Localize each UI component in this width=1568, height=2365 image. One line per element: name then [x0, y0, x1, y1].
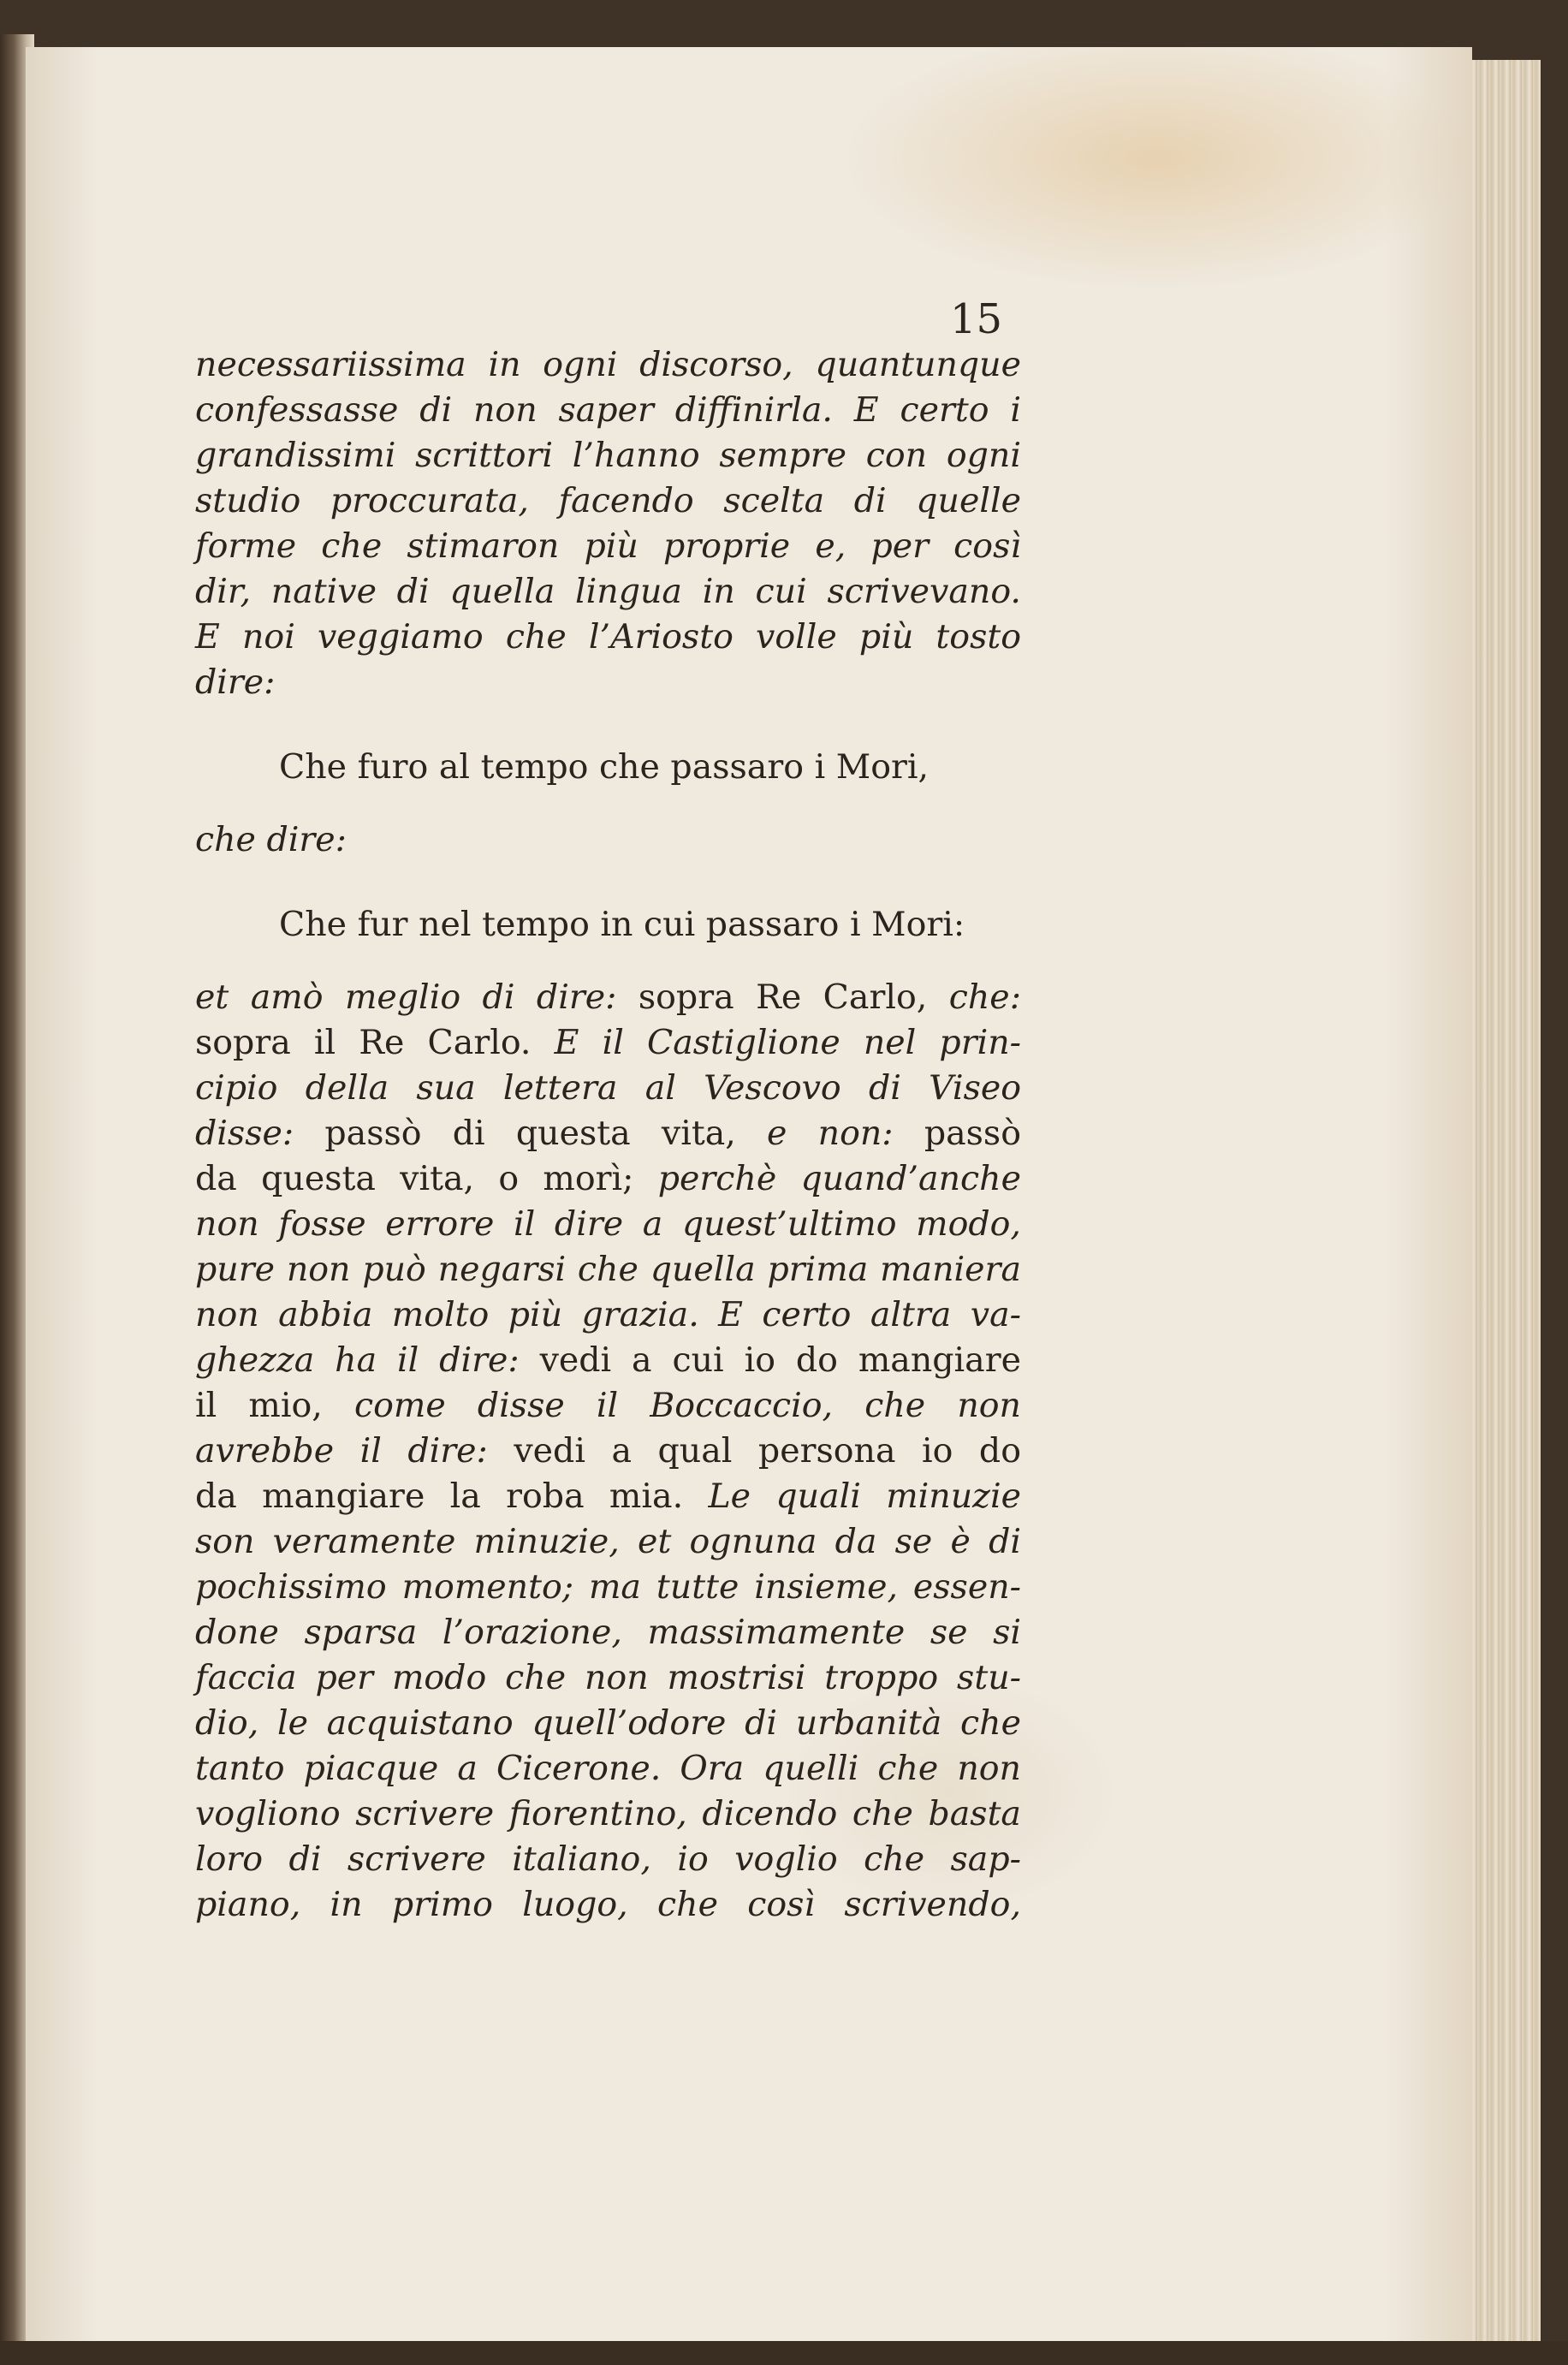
- italic-text: non abbia molto più grazia. E certo altra va-: [195, 1295, 1021, 1334]
- roman-text: vedi a cui io do mangiare: [539, 1340, 1021, 1380]
- text-line: [195, 1202, 1021, 1247]
- italic-text: e non:: [767, 1114, 924, 1153]
- italic-text: disse:: [195, 1114, 325, 1153]
- scan-background: [0, 2341, 1568, 2365]
- text-line: [195, 1429, 1021, 1474]
- text-line: [195, 1655, 1021, 1701]
- text-line: [195, 615, 1021, 660]
- italic-text: necessariissima in ogni discorso, quantunque: [195, 345, 1021, 384]
- roman-text: sopra Re Carlo,: [638, 977, 949, 1017]
- italic-text: E noi veggiamo che l’Ariosto volle più tosto: [195, 617, 1021, 657]
- italic-text: forme che stimaron più proprie e, per così: [195, 526, 1021, 566]
- text-line: [195, 342, 1021, 388]
- italic-text: Le quali minuzie: [708, 1477, 1021, 1516]
- italic-text: ghezza ha il dire:: [195, 1340, 540, 1380]
- italic-text: son veramente minuzie, et ognuna da se è di: [195, 1522, 1021, 1561]
- verse-quotation: Che furo al tempo che passaro i Mori,: [279, 747, 930, 787]
- text-line: [195, 478, 1021, 524]
- text-line: [195, 1882, 1021, 1928]
- italic-text: dire:: [195, 663, 276, 702]
- text-line: [195, 524, 1021, 569]
- text-line: [195, 1701, 1021, 1746]
- roman-text: passò: [924, 1114, 1021, 1153]
- italic-text: grandissimi scrittori l’hanno sempre con ogni: [195, 436, 1021, 475]
- italic-text: cipio della sua lettera al Vescovo di Viseo: [195, 1068, 1021, 1108]
- text-line: [195, 660, 1021, 705]
- text-line: [195, 1111, 1021, 1156]
- text-line: [195, 569, 1021, 615]
- italic-text: avrebbe il dire:: [195, 1431, 514, 1471]
- roman-text: da mangiare la roba mia.: [195, 1477, 709, 1516]
- roman-text: sopra il Re Carlo.: [195, 1023, 555, 1062]
- text-line: [195, 1746, 1021, 1792]
- italic-text: tanto piacque a Cicerone. Ora quelli che non: [195, 1749, 1021, 1788]
- italic-text: pure non può negarsi che quella prima maniera: [195, 1250, 1021, 1289]
- roman-text: passò di questa vita,: [324, 1114, 768, 1153]
- italic-text: che:: [948, 977, 1021, 1017]
- italic-text: faccia per modo che non mostrisi troppo stu-: [195, 1658, 1021, 1697]
- text-line: [195, 1792, 1021, 1837]
- verse-spacing: [195, 790, 1021, 817]
- italic-text: vogliono scrivere fiorentino, dicendo che basta: [195, 1794, 1021, 1833]
- text-line: [195, 1519, 1021, 1565]
- text-line: [195, 1474, 1021, 1519]
- text-line: [195, 388, 1021, 433]
- verse-spacing: [195, 948, 1021, 975]
- text-line: [195, 975, 1021, 1020]
- text-line: [195, 1247, 1021, 1292]
- text-line: [195, 1156, 1021, 1202]
- italic-text: loro di scrivere italiano, io voglio che sap-: [195, 1839, 1021, 1879]
- italic-text: done sparsa l’orazione, massimamente se si: [195, 1613, 1021, 1652]
- italic-text: come disse il Boccaccio, che non: [354, 1386, 1021, 1425]
- text-line: [195, 1292, 1021, 1338]
- italic-text: che dire:: [195, 820, 347, 859]
- text-line: [195, 433, 1021, 478]
- italic-text: non fosse errore il dire a quest’ultimo modo,: [195, 1204, 1021, 1244]
- italic-text: dir, native di quella lingua in cui scrivevano.: [195, 572, 1021, 611]
- italic-text: studio proccurata, facendo scelta di quelle: [195, 481, 1021, 520]
- italic-text: pochissimo momento; ma tutte insieme, essen-: [195, 1567, 1021, 1607]
- text-line: [195, 817, 1021, 863]
- text-line: [195, 1610, 1021, 1655]
- page-number: 15: [950, 295, 1003, 343]
- roman-text: vedi a qual persona io do: [514, 1431, 1021, 1471]
- body-text: [195, 342, 1021, 1928]
- roman-text: da questa vita, o morì;: [195, 1159, 658, 1198]
- italic-text: piano, in primo luogo, che così scrivendo,: [195, 1885, 1021, 1924]
- text-line: [195, 1020, 1021, 1066]
- text-line: [195, 1066, 1021, 1111]
- text-line: [195, 1383, 1021, 1429]
- text-line: [195, 1338, 1021, 1383]
- verse-quotation: Che fur nel tempo in cui passaro i Mori:: [279, 905, 965, 944]
- italic-text: confessasse di non saper diffinirla. E certo i: [195, 390, 1021, 430]
- roman-text: il mio,: [195, 1386, 354, 1425]
- italic-text: perchè quand’anche: [657, 1159, 1021, 1198]
- verse-spacing: [195, 863, 1021, 902]
- verse-spacing: [195, 705, 1021, 745]
- italic-text: E il Castiglione nel prin-: [554, 1023, 1021, 1062]
- text-line: [195, 1837, 1021, 1882]
- text-line: [195, 1565, 1021, 1610]
- italic-text: et amò meglio di dire:: [195, 977, 638, 1017]
- italic-text: dio, le acquistano quell’odore di urbanità che: [195, 1703, 1021, 1743]
